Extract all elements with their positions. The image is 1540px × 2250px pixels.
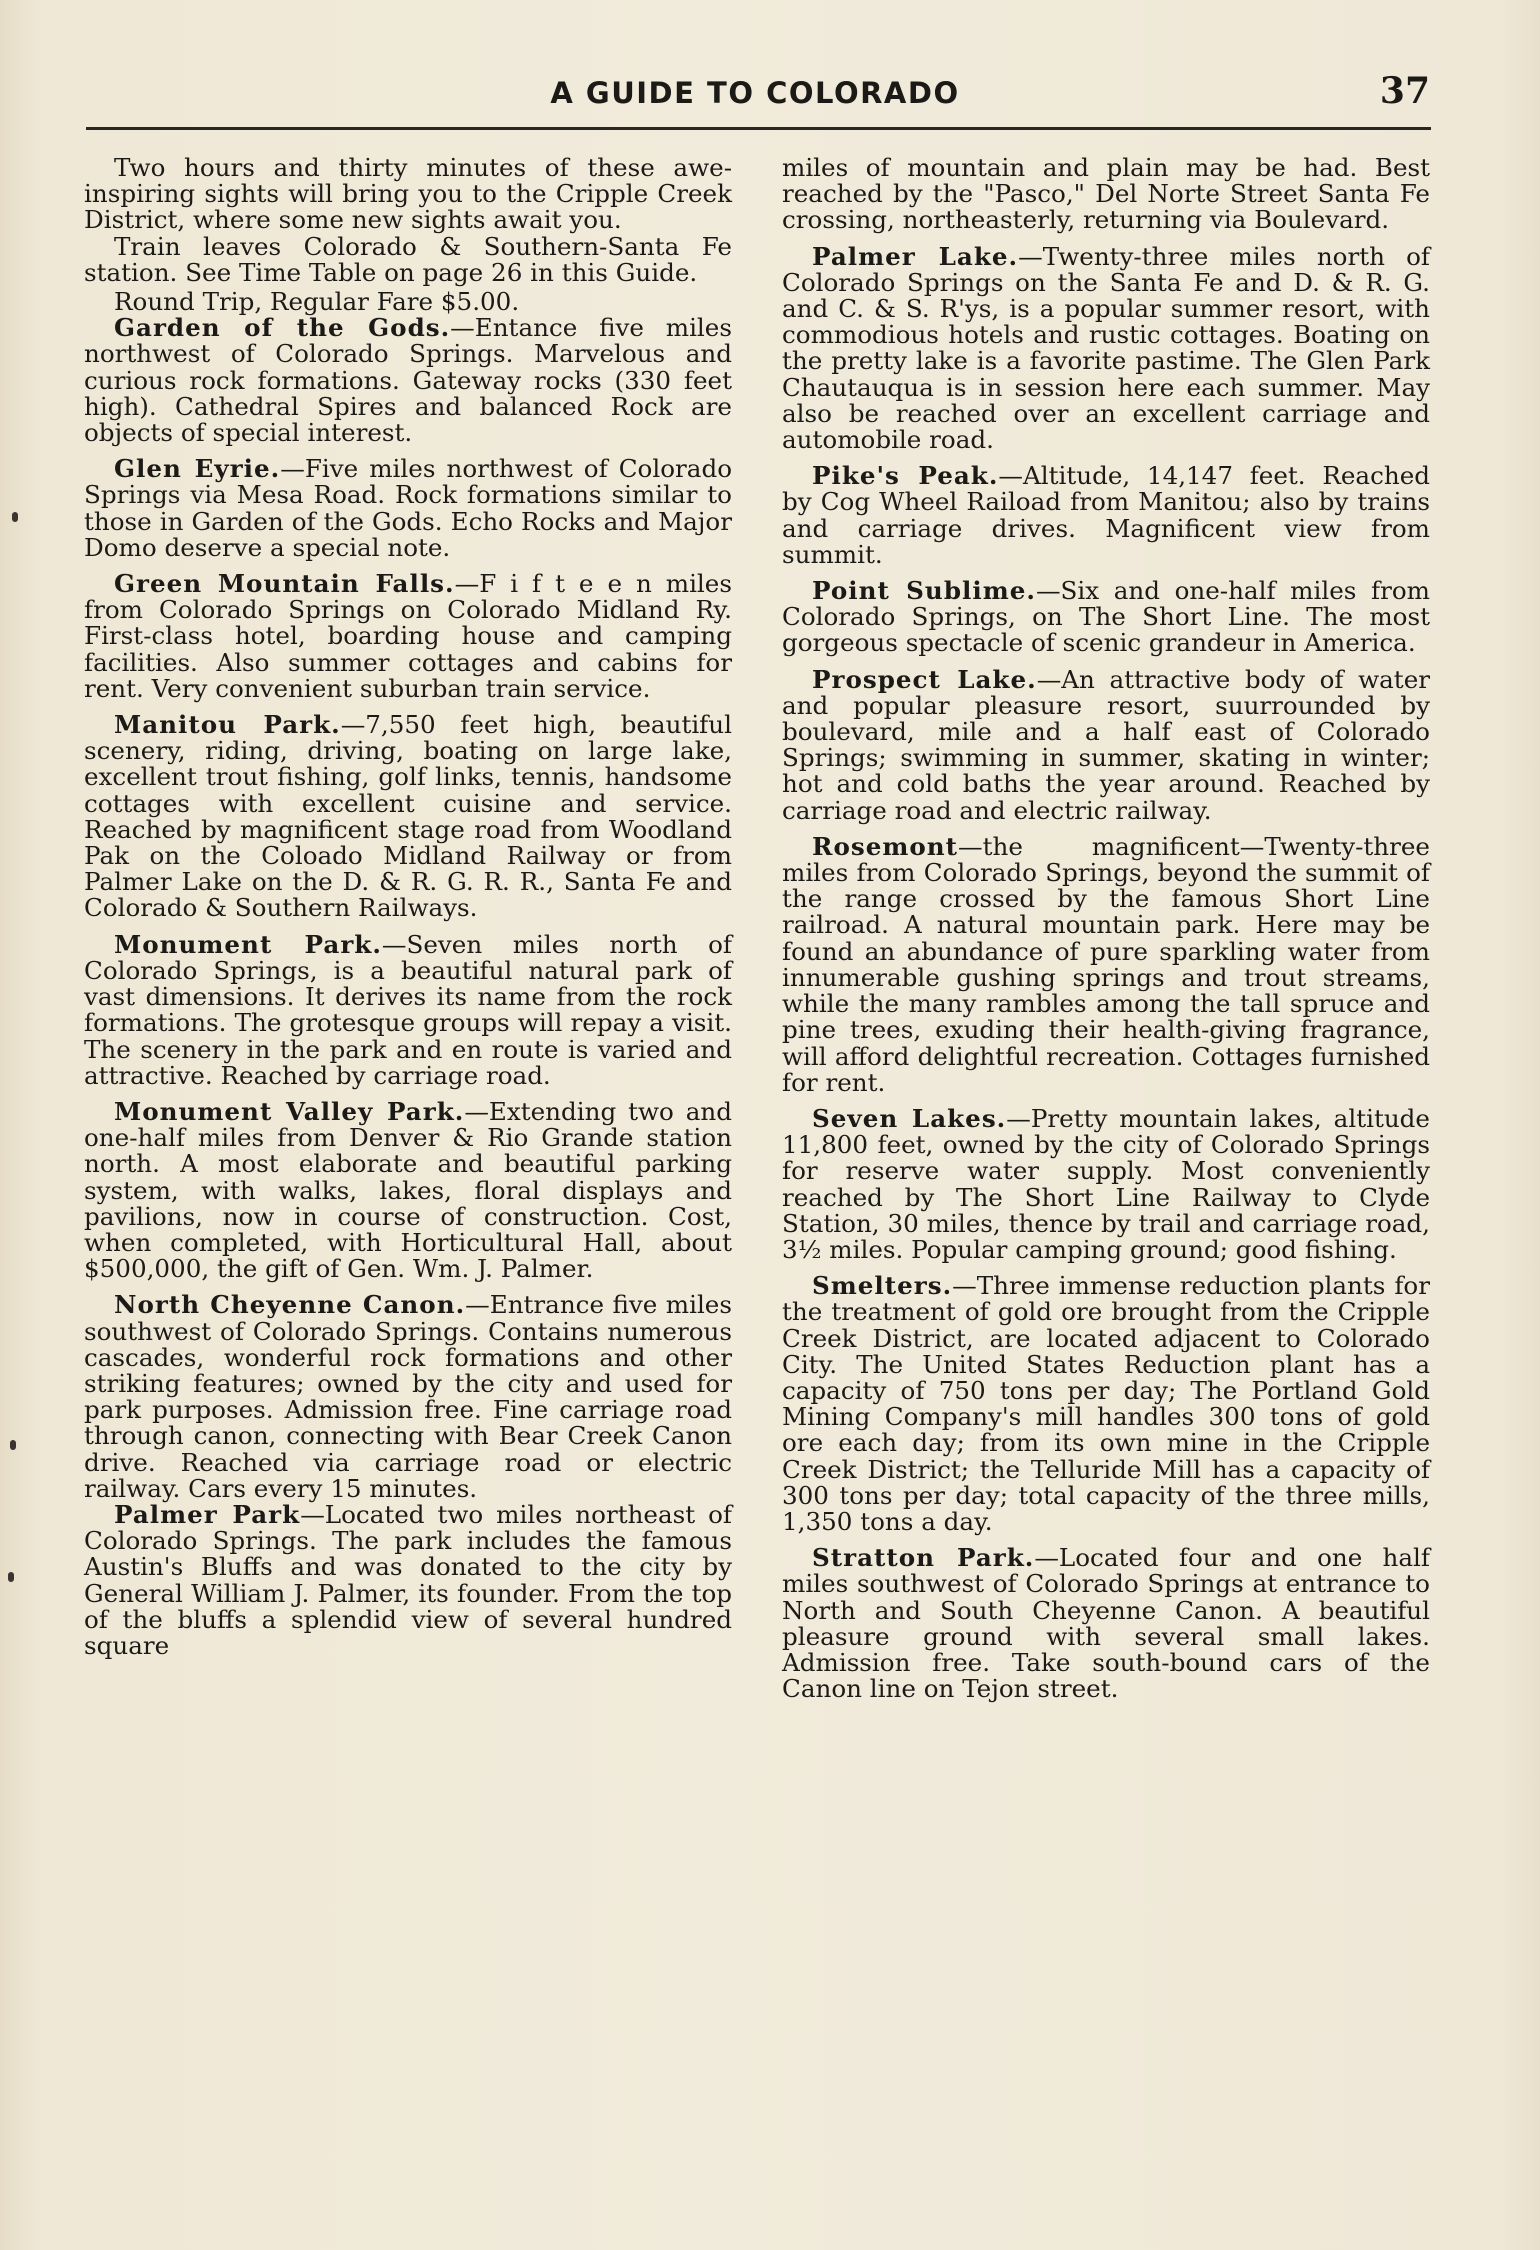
entry-text: —An attractive body of water and popular pleasure resort, suurrounded by boulevard, mile and a half east of Colorado Springs; swimming in summer, skating in winter; hot and cold baths the year around. Reached by carriage road and electric railway. bbox=[782, 664, 1431, 825]
entry-heading: Smelters. bbox=[812, 1271, 953, 1301]
entry-stratton-park bbox=[782, 1545, 1430, 1702]
entry-heading: North Cheyenne Canon. bbox=[114, 1290, 466, 1320]
entry-palmer-park bbox=[84, 1499, 732, 1660]
entry-text: —Twenty-three miles north of Colorado Springs on the Santa Fe and D. & R. G. and C. & S. R'ys, is a popular summer resort, with commodious hotels and rustic cottages. Boating on the pretty lake is a favorite pastime. The Glen Park Chautauqua is in session here each summer. May also be reached over an excellent carriage and automobile road. bbox=[782, 241, 1430, 455]
intro-paragraph bbox=[84, 155, 732, 234]
entry-heading: Garden of the Gods. bbox=[114, 313, 451, 343]
entry-rosemont bbox=[782, 831, 1430, 1097]
entry-heading: Palmer Park bbox=[114, 1499, 301, 1529]
paragraph-text: Train leaves Colorado & Southern-Santa Fe station. See Time Table on page 26 in this Guide. bbox=[84, 231, 732, 287]
entry-heading: Prospect Lake. bbox=[812, 664, 1037, 694]
binding-mark bbox=[12, 512, 18, 522]
entry-heading: Green Mountain Falls. bbox=[114, 569, 455, 599]
entry-heading: Pike's Peak. bbox=[812, 461, 999, 491]
entry-pikes-peak bbox=[782, 463, 1430, 568]
paragraph-text: Round Trip, Regular Fare $5.00. bbox=[114, 287, 520, 317]
entry-monument-park bbox=[84, 929, 732, 1090]
entry-manitou-park bbox=[84, 712, 732, 922]
running-title: A GUIDE TO COLORADO bbox=[550, 76, 960, 110]
entry-palmer-park-continued bbox=[782, 155, 1430, 234]
entry-prospect-lake bbox=[782, 664, 1431, 825]
entry-heading: Stratton Park. bbox=[812, 1543, 1035, 1573]
entry-text: —Seven miles north of Colorado Springs, is a beautiful natural park of vast dimensions. It derives its name from the rock formations. The grotesque groups will repay a visit. The scenery in the park and en route is varied and attractive. Reached by carriage road. bbox=[84, 929, 732, 1090]
entry-heading: Seven Lakes. bbox=[812, 1103, 1007, 1133]
entry-green-mountain-falls bbox=[84, 571, 732, 702]
entry-heading: Palmer Lake. bbox=[812, 241, 1019, 271]
entry-text: —Entance five miles northwest of Colorado Springs. Marvelous and curious rock formations. Gateway rocks (330 feet high). Cathedral Spires and balanced Rock are objects of special interest. bbox=[84, 313, 732, 448]
entry-text: —7,550 feet high, beautiful scenery, riding, driving, boating on large lake, excellent trout fishing, golf links, tennis, handsome cottages with excellent cuisine and service. Reached by magnificent stage road from Woodland Pak on the Coloado Midland Railway or from Palmer Lake on the D. & R. G. R. R., Santa Fe and Colorado & Southern Railways. bbox=[84, 710, 732, 923]
binding-mark bbox=[8, 1572, 14, 1582]
entry-seven-lakes bbox=[782, 1103, 1430, 1264]
entry-smelters bbox=[782, 1273, 1430, 1535]
entry-text: —Entrance five miles southwest of Colorado Springs. Contains numerous cascades, wonderful rock formations and other striking features; owned by the city and used for park purposes. Admission free. Fine carriage road through canon, connecting with Bear Creek Canon drive. Reached via carriage road or electric railway. Cars every 15 minutes. bbox=[84, 1290, 732, 1503]
entry-heading: Rosemont bbox=[812, 831, 959, 861]
header-rule bbox=[86, 127, 1431, 130]
entry-text: —Five miles northwest of Colorado Springs via Mesa Road. Rock formations similar to those in Garden of the Gods. Echo Rocks and Major Domo deserve a special note. bbox=[84, 454, 732, 562]
entry-heading: Glen Eyrie. bbox=[114, 454, 281, 484]
entry-text: —Altitude, 14,147 feet. Reached by Cog Wheel Raiload from Manitou; also by trains and carriage drives. Magnificent view from summit. bbox=[782, 461, 1430, 569]
page-header bbox=[80, 70, 1430, 120]
entry-text: —Pretty mountain lakes, altitude 11,800 feet, owned by the city of Colorado Springs for reserve water supply. Most conveniently reached by The Short Line Railway to Clyde Station, 30 miles, thence by trail and carriage road, 3½ miles. Popular camping ground; good fishing. bbox=[782, 1103, 1430, 1264]
entry-north-cheyenne-canon bbox=[84, 1292, 732, 1502]
entry-text: —Extending two and one-half miles from Denver & Rio Grande station north. A most elaborate and beautiful parking system, with walks, lakes, floral displays and pavilions, now in course of construction. Cost, when completed, with Horticultural Hall, about $500,000, the gift of Gen. Wm. J. Palmer. bbox=[84, 1096, 732, 1284]
binding-mark bbox=[10, 1440, 16, 1450]
entry-heading: Point Sublime. bbox=[812, 576, 1036, 606]
right-column bbox=[782, 155, 1430, 1702]
train-paragraph bbox=[84, 231, 732, 287]
entry-monument-valley-park bbox=[84, 1096, 732, 1284]
entry-text: —Located four and one half miles southwest of Colorado Springs at entrance to North and South Cheyenne Canon. A beautiful pleasure ground with several small lakes. Admission free. Take south-bound cars of the Canon line on Tejon street. bbox=[782, 1543, 1430, 1704]
paragraph-text: Two hours and thirty minutes of these awe-inspiring sights will bring you to the Cripple Creek District, where some new sights await you. bbox=[84, 153, 732, 235]
entry-garden-of-the-gods bbox=[84, 315, 732, 446]
entry-text: —F i f t e e n miles from Colorado Springs on Colorado Midland Ry. First-class hotel, boarding house and camping facilities. Also summer cottages and cabins for rent. Very convenient suburban train service. bbox=[84, 569, 732, 703]
entry-point-sublime bbox=[782, 578, 1430, 657]
left-column bbox=[84, 155, 732, 1659]
entry-heading: Monument Park. bbox=[114, 929, 382, 959]
entry-text: —Six and one-half miles from Colorado Springs, on The Short Line. The most gorgeous spectacle of scenic grandeur in America. bbox=[782, 576, 1431, 658]
entry-palmer-lake bbox=[782, 241, 1430, 455]
entry-heading: Manitou Park. bbox=[114, 710, 341, 740]
entry-text: —the magnificent—Twenty-three miles from Colorado Springs, beyond the summit of the range crossed by the famous Short Line railroad. A natural mountain park. Here may be found an abundance of pure sparkling water from innumerable gushing springs and trout streams, while the many rambles among the tall spruce and pine trees, exuding their health-giving fragrance, will afford delightful recreation. Cottages furnished for rent. bbox=[782, 831, 1430, 1097]
entry-glen-eyrie bbox=[84, 456, 732, 561]
entry-text: —Located two miles northeast of Colorado Springs. The park includes the famous Austin's Bluffs and was donated to the city by General William J. Palmer, its founder. From the top of the bluffs a splendid view of several hundred square bbox=[84, 1499, 732, 1660]
page-number: 37 bbox=[1379, 70, 1430, 112]
entry-text: miles of mountain and plain may be had. Best reached by the "Pasco," Del Norte Street Santa Fe crossing, northeasterly, returning via Boulevard. bbox=[782, 153, 1430, 235]
entry-text: —Three immense reduction plants for the treatment of gold ore brought from the Cripple Creek District, are located adjacent to Colorado City. The United States Reduction plant has a capacity of 750 tons per day; The Portland Gold Mining Company's mill handles 300 tons of gold ore each day; from its own mine in the Cripple Creek District; the Telluride Mill has a capacity of 300 tons per day; total capacity of the three mills, 1,350 tons a day. bbox=[782, 1271, 1430, 1536]
fare-paragraph bbox=[84, 289, 732, 315]
entry-heading: Monument Valley Park. bbox=[114, 1096, 465, 1126]
